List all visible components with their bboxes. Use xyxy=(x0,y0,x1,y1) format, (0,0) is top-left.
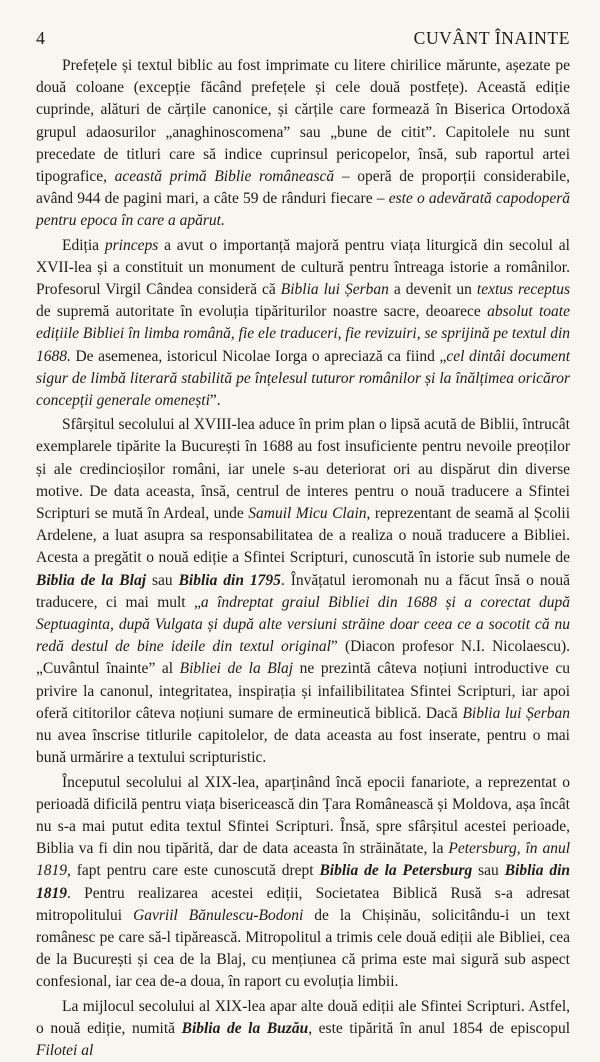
emphasis-text: Bibliei de la Blaj xyxy=(179,660,294,678)
emphasis-text: princeps xyxy=(104,236,159,254)
page-number: 4 xyxy=(36,28,46,48)
emphasis-text: Petersburg, în anul 1819, xyxy=(36,840,570,880)
paragraph xyxy=(36,55,570,233)
emphasis-text: Biblia de la Blaj xyxy=(36,571,146,589)
body-text xyxy=(36,55,570,1062)
running-head: CUVÂNT ÎNAINTE xyxy=(413,28,570,48)
text-run: nu avea înscrise titlurile capitolelor, de data aceasta au fost inserate, pentru o mai bună urmărire a textului scripturistic. xyxy=(36,727,570,767)
text-run: De asemenea, istoricul Nicolae Iorga o apreciază ca fiind „ xyxy=(70,347,447,365)
emphasis-text: cel dintâi document sigur de limbă literară stabilită pe înțelesul tuturor românilor și la înălțimea oricăror concepții generale omenești xyxy=(36,347,570,410)
text-run: a devenit un xyxy=(388,281,477,299)
text-run: – operă de proporții considerabile, având 944 de pagini mari, a câte 59 de rânduri fiecare – xyxy=(36,168,570,208)
text-run: ” (Diacon profesor N.I. Nicolaescu). „Cuvântul înainte” al xyxy=(36,638,570,678)
text-run: de la Chișinău, solicitându-i un text românesc pe care să-l tipărească. Mitropolitul a trimis cele două ediții ale Bibliei, cea de la București și cea de la Blaj, cu mențiunea că prima este mai sigură sub aspect confesional, iar cea de-a doua, în raport cu evoluția limbii. xyxy=(36,906,570,991)
emphasis-text: Biblia lui Șerban xyxy=(462,704,570,722)
text-run: Începutul secolului al XIX-lea, aparținând încă epocii fanariote, a reprezentat o perioadă dificilă pentru viața bisericească din Țara Românească și Moldova, așa încât nu s-a mai putut edita textul Sfintei Scripturi. Însă, spre sfârșitul acestei perioade, Biblia va fi din nou tipărită, dar de data aceasta în străinătate, la xyxy=(36,773,570,858)
text-run: , reprezentant de seamă al Școlii Ardelene, a luat asupra sa responsabilitatea de a realiza o nouă traducere a Bibliei. Acesta a pregătit o nouă ediție a Sfintei Scripturi, cunoscută în istorie sub numele de xyxy=(36,505,571,567)
emphasis-text: Biblia din 1795 xyxy=(178,571,281,589)
emphasis-text: Biblia de la Buzău xyxy=(181,1019,309,1037)
emphasis-text: Biblia din 1819 xyxy=(36,862,570,902)
text-run: Sfârșitul secolului al XVIII-lea aduce în prim plan o lipsă acută de Biblii, întrucât exemplarele tipărite la București în 1688 au fost insuficiente pentru nevoile preoților și ale credincioșilor români, iar unele s-au deteriorat ori au dispărut din diverse motive. De data aceasta, însă, centrul de interes pentru o nouă traducere a Sfintei Scripturi se mută în Ardeal, unde xyxy=(36,416,570,523)
paragraph xyxy=(36,414,570,769)
text-run: Ediția xyxy=(62,236,105,254)
emphasis-text: a îndreptat graiul Bibliei din 1688 și a corectat după Septuaginta, după Vulgata și după alte versiuni străine doar ceea ce a socotit că nu redă destul de bine ideile din textul original xyxy=(36,593,570,656)
text-run: , este tipărită în anul 1854 de episcopul xyxy=(308,1019,570,1037)
emphasis-text: Biblia lui Șerban xyxy=(280,281,389,299)
emphasis-text: este o adevărată capodoperă pentru epoca în care a apărut. xyxy=(36,190,570,230)
emphasis-text: această primă Biblie românească xyxy=(114,168,335,186)
paragraph xyxy=(36,772,570,994)
text-run: . Pentru realizarea acestei ediții, Societatea Biblică Rusă s-a adresat mitropolitului xyxy=(36,884,570,924)
text-run: . Învățatul ieromonah nu a făcut însă o nouă traducere, ci mai mult „ xyxy=(36,571,570,611)
page-header xyxy=(36,28,570,49)
emphasis-text: absolut toate edițiile Bibliei în limba română, fie ele traduceri, fie revizuiri, se sprijină pe textul din 1688. xyxy=(36,303,570,365)
text-run: sau xyxy=(472,862,505,880)
text-run: Prefețele și textul biblic au fost imprimate cu litere chirilice mărunte, așezate pe două coloane (excepție făcând prefețele și cele două postfețe). Această ediție cuprinde, alături de cărțile canonice, și cărțile care formează în Biserica Ortodoxă grupul adaosurilor „anaghinoscomena” sau „bune de citit”. Capitolele nu sunt precedate de titluri care să indice cuprinsul pericopelor, însă, sub raportul artei tipografice, xyxy=(36,57,570,186)
text-run: sau xyxy=(146,571,179,589)
text-run: La mijlocul secolului al XIX-lea apar alte două ediții ale Sfintei Scripturi. Astfel, o nouă ediție, numită xyxy=(36,997,570,1037)
emphasis-text: Gavriil Bănulescu-Bodoni xyxy=(133,906,304,924)
emphasis-text: textus receptus xyxy=(476,281,570,299)
paragraph xyxy=(36,235,570,413)
emphasis-text: Samuil Micu Clain xyxy=(248,505,367,523)
emphasis-text: Biblia de la Petersburg xyxy=(319,862,473,880)
text-run: ”. xyxy=(209,392,221,410)
text-run: ne prezintă câteva noțiuni introductive cu privire la canonul, integritatea, inspirația și infailibilitatea Sfintei Scripturi, iar apoi oferă cititorilor câteva noțiuni sumare de ermineutică biblică. Dacă xyxy=(36,660,570,722)
text-run: fapt pentru care este cunoscută drept xyxy=(70,862,320,880)
emphasis-text: Filotei al xyxy=(36,1041,94,1059)
paragraph xyxy=(36,996,570,1062)
text-run: de supremă autoritate în evoluția tipăriturilor noastre sacre, deoarece xyxy=(36,303,488,321)
text-run: a avut o importanță majoră pentru viața liturgică din secolul al XVII-lea și a constituit un monument de cultură pentru întreaga istorie a românilor. Profesorul Virgil Cândea consideră că xyxy=(36,236,570,299)
